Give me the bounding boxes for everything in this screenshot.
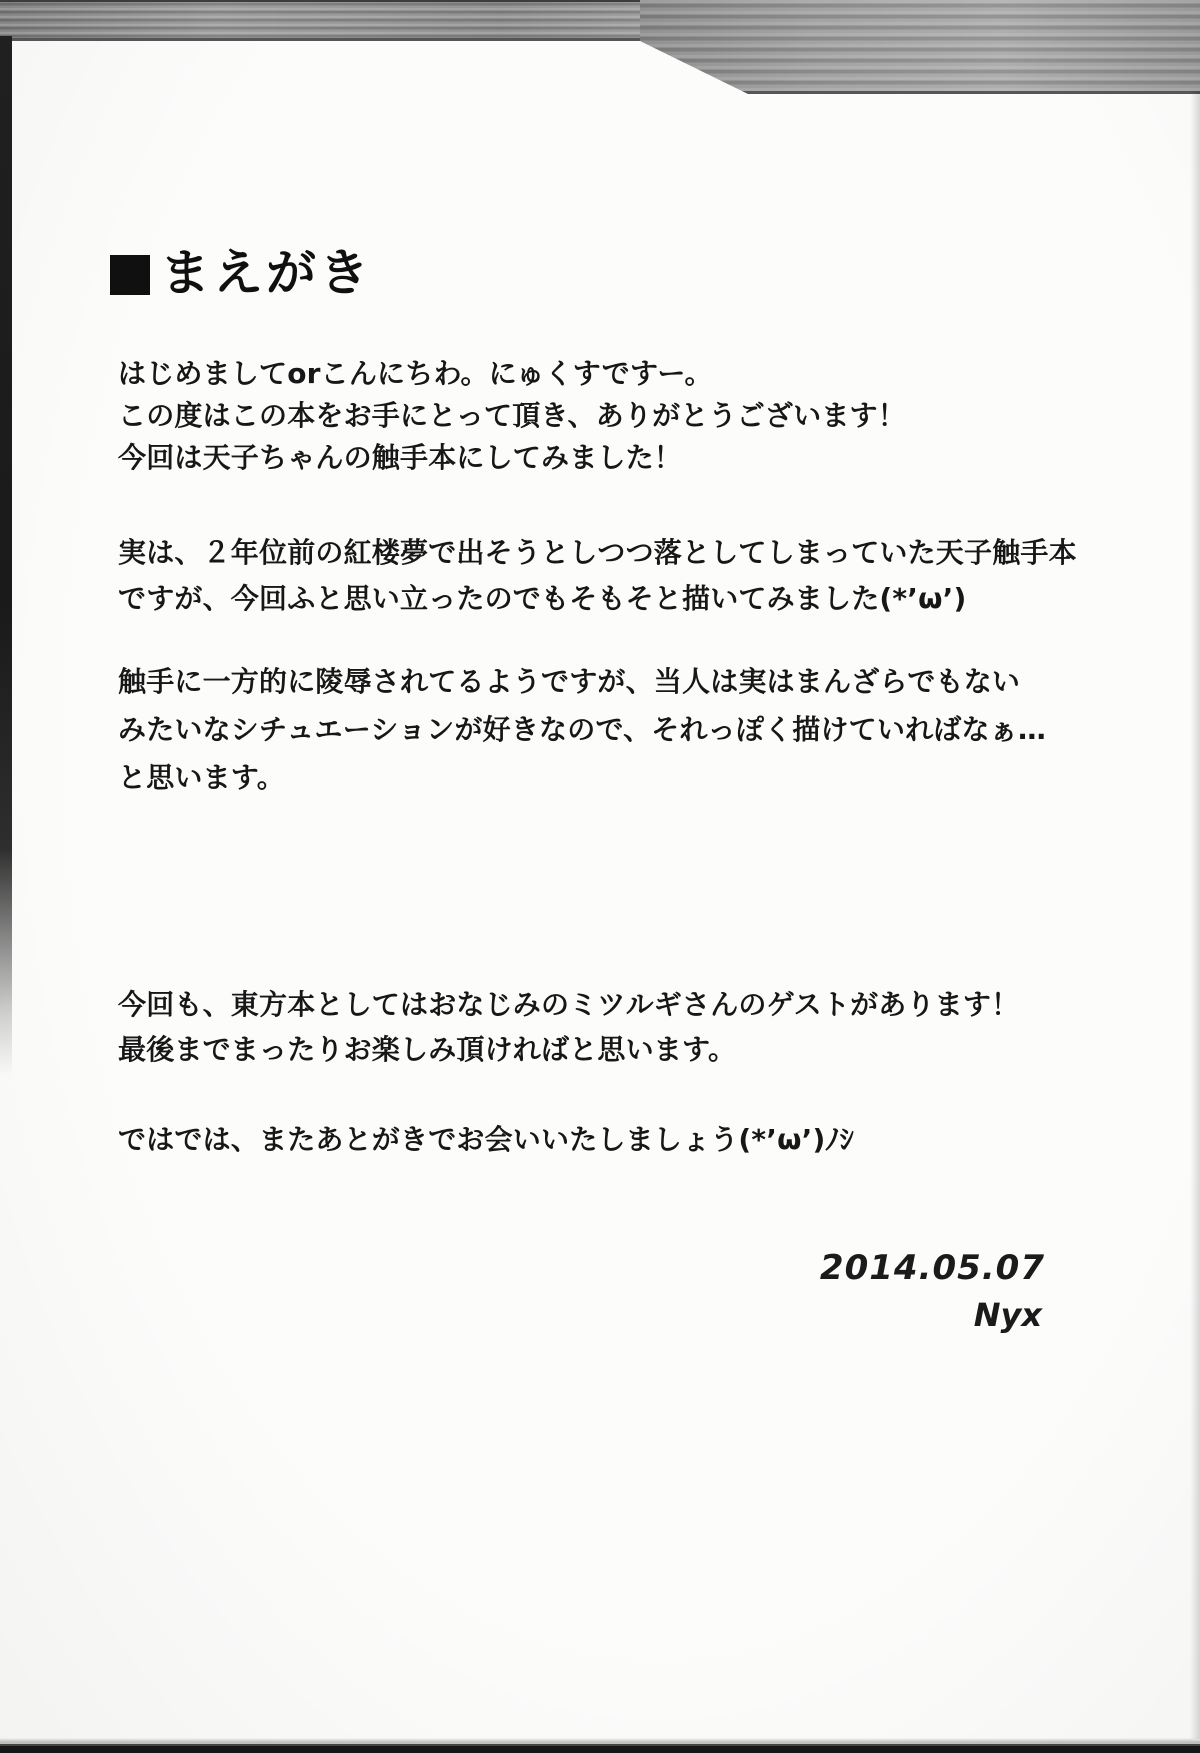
foreword-paragraph-closing: [118, 1118, 854, 1162]
scan-border-left: [0, 36, 12, 1076]
paragraph-line: みたいなシチュエーションが好きなので、それっぽく描けていればなぁ…: [118, 713, 1047, 746]
paragraph-line: と思います。: [118, 761, 285, 794]
signoff-date: 2014.05.07: [819, 1248, 1045, 1288]
paragraph-line: 触手に一方的に陵辱されてるようですが、当人は実はまんざらでもない: [118, 665, 1021, 698]
paragraph-line: この度はこの本をお手にとって頂き、ありがとうございます！: [118, 399, 906, 432]
paragraph-line: 今回は天子ちゃんの触手本にしてみました！: [118, 441, 683, 474]
signoff-author: Nyx: [973, 1296, 1042, 1334]
scan-border-bottom: [0, 1738, 1200, 1753]
paragraph-line: 最後までまったりお楽しみ頂ければと思います。: [118, 1033, 737, 1066]
paragraph-line: 今回も、東方本としてはおなじみのミツルギさんのゲストがあります！: [118, 988, 1020, 1021]
paragraph-line: はじめましてorこんにちわ。にゅくすですー。: [118, 357, 713, 390]
scan-shadow-right: [1190, 91, 1200, 1739]
foreword-paragraph-background: [118, 531, 1077, 623]
paragraph-line: ではでは、またあとがきでお会いいたしましょう(*’ω’)ﾉｼ: [118, 1123, 854, 1156]
page-title: [110, 244, 372, 302]
foreword-paragraph-situation: [118, 660, 1046, 804]
paragraph-line: 実は、２年位前の紅楼夢で出そうとしつつ落としてしまっていた天子触手本: [118, 536, 1077, 569]
paragraph-line: ですが、今回ふと思い立ったのでもそもそと描いてみました(*’ω’): [118, 582, 967, 615]
page-title-text: まえがき: [160, 244, 372, 302]
page-corner-chamfer: [640, 0, 1200, 94]
foreword-paragraph-guest: [118, 983, 1019, 1073]
square-bullet-icon: [110, 255, 150, 295]
foreword-paragraph-greeting: [118, 352, 906, 478]
